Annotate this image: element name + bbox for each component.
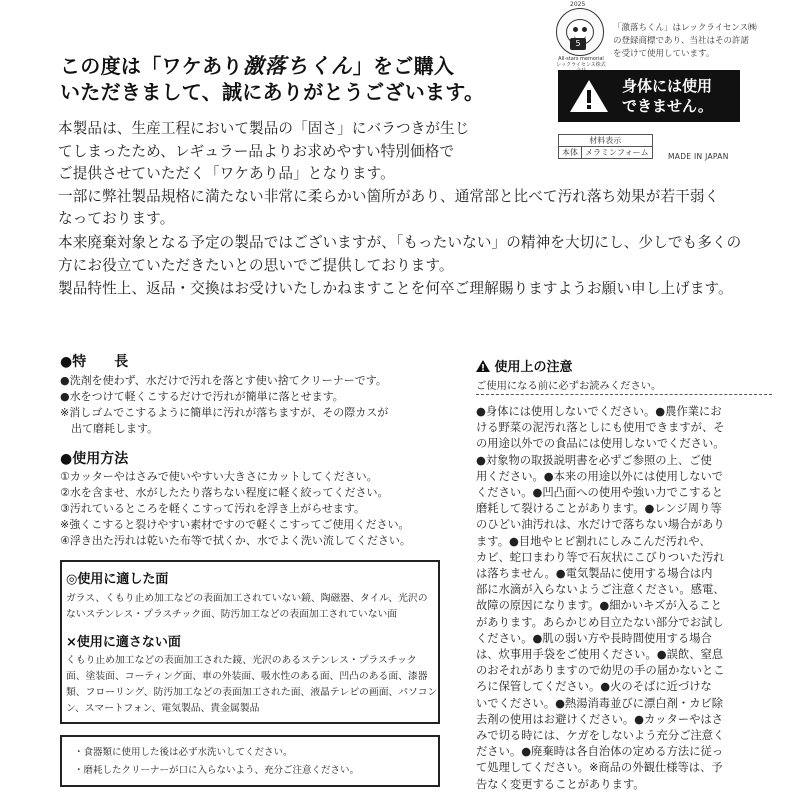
usage-line: ④浮き出た汚れは乾いた布等で拭くか、水でよく洗い流してください。 [60, 534, 411, 547]
caution-line: ける野菜の泥汚れ落としにも使用できますが、そ [476, 421, 725, 435]
caution-subtitle: ご使用になる前に必ずお読みください。 [476, 380, 662, 392]
material-header: 材料表示 [559, 135, 653, 147]
brand-name: 激落ちくん [242, 54, 353, 78]
trademark-notice [613, 22, 773, 61]
intro-line: 本来廃棄対象となる予定の製品ではございますが、「もったいない」の精神を大切にし、少しでも多くの [58, 234, 742, 251]
intro-line: ご提供させていただく「ワケあり品」となります。 [58, 165, 395, 182]
suitable-line: ガラス、くもり止め加工などの表面加工されていない鏡、陶磁器、タイル、光沢の [66, 593, 428, 604]
caution-title [476, 356, 573, 375]
caution-line: は落ちません。●電気製品に使用する場合は内 [476, 567, 713, 580]
intro-line: なっております。 [58, 210, 175, 227]
caution-line: のおそれがありますので幼児の手の届かないとこ [476, 664, 725, 678]
unsuitable-line: ン、スマートフォン、電気製品、貴金属製品 [66, 703, 260, 714]
note-line: ・磨耗したクリーナーが口に入らないよう、充分ご注意ください。 [74, 765, 360, 776]
caution-title-text: 使用上の注意 [494, 360, 573, 375]
warning-line: 身体には使用 [622, 77, 713, 95]
usage-line: ①カッターやはさみで使いやすい大きさにカットしてください。 [60, 470, 378, 483]
header-line-2: いただきまして、誠にありがとうございます。 [60, 80, 485, 104]
suitable-line: ないステンレス・プラスチック面、防汚加工などの表面加工されていない面 [66, 609, 398, 620]
mascot-number: 5 [570, 38, 586, 50]
caution-line: カビ、蛇口まわり等で石灰状にこびりついた汚れ [476, 550, 725, 564]
caution-line: ろに保管してください。●火のそばに近づけな [476, 680, 712, 694]
unsuitable-line: くもり止め加工などの表面加工された鏡、光沢のあるステンレス・プラスチック [66, 655, 417, 666]
made-in-label: MADE IN JAPAN [668, 152, 729, 161]
warning-text [622, 76, 713, 116]
caution-line: 部に水滴が入らないようご注意ください。感電、 [476, 583, 725, 597]
warning-icon [476, 360, 490, 372]
header-pre: この度は「ワケあり [60, 54, 243, 78]
note-line: ・食器類に使用した後は必ず水洗いしてください。 [74, 747, 293, 758]
warning-triangle-icon [568, 78, 610, 114]
caution-line: いでください。●熱湯消毒並びに漂白剤・カビ除 [476, 696, 724, 710]
usage-line: ③汚れているところを軽くこすって汚れを浮き上がらせます。 [60, 502, 365, 515]
trademark-line: を受けて使用しています。 [613, 49, 715, 59]
intro-line: 製品特性上、返品・交換はお受けいたしかねますことを何卒ご理解賜りますようお願い申し上げます。 [58, 280, 733, 297]
caution-line: ください。●凹凸面への使用や強い力でこすると [476, 486, 724, 499]
features-line: ●洗剤を使わず、水だけで汚れを落とす使い捨てクリーナーです。 [60, 374, 387, 387]
features-title: ●特 長 [60, 354, 129, 370]
unsuitable-title: ×使用に適さない面 [66, 635, 181, 650]
header-post: 」をご購入 [352, 54, 455, 78]
caution-line: 故障の原因になります。●細かいキズが入ること [476, 599, 722, 613]
intro-line: 一部に弊社製品規格に満たない非常に柔らかい箇所があり、通常部と比べて汚れ落ち効果が若干弱く [58, 188, 720, 205]
intro-line: 本製品は、生産工程において製品の「固さ」にバラつきが生じ [58, 120, 470, 137]
caution-line: ください。●肌の弱い方や長時間使用する場合 [476, 631, 712, 645]
mascot-caption-1: All-stars memorial [558, 56, 604, 62]
usage-title: ●使用方法 [60, 451, 129, 467]
usage-line: ※強くこすると裂けやすい素材ですので軽くこすってご使用ください。 [60, 518, 410, 531]
mascot-caption-2: レックライセンス株式 [556, 62, 606, 68]
caution-line: のひどい油汚れは、水だけで落ちない場合があり [476, 518, 725, 532]
caution-line: ます。●目地やヒビ割れにしみこんだ汚れや、 [476, 534, 711, 548]
material-label: 本体 [559, 147, 582, 159]
caution-line: ●身体には使用しないでください。●農作業にお [476, 405, 722, 418]
caution-line: 去剤の使用はお避けください。●カッターやはさ [476, 712, 723, 726]
caution-divider [476, 394, 772, 395]
suitable-title: ◎使用に適した面 [66, 572, 169, 587]
intro-line: てしまったため、レギュラー品よりお求めやすい特別価格で [58, 143, 455, 160]
caution-line: は、炊事用手袋をご使用ください。●誤飲、窒息 [476, 648, 724, 661]
usage-line: ②水を含ませ、水がしたたり落ちない程度に軽く絞ってください。 [60, 486, 389, 499]
material-value: メラミンフォーム [582, 147, 653, 159]
caution-line: て処理してください。※商品の外観仕様等は、予 [476, 761, 723, 775]
features-line: 出て磨耗します。 [60, 422, 159, 435]
intro-line: 方にお役立ていただきたいとの思いでご提供しております。 [58, 257, 454, 274]
trademark-line: 「激落ちくん」はレックライセンス㈱ [613, 23, 757, 33]
warning-line: できません。 [622, 97, 713, 115]
mascot-year: 2025 [570, 1, 586, 8]
caution-line: があります。あらかじめ目立たない部分でお試し [476, 615, 724, 629]
features-line: ●水をつけて軽くこするだけで汚れが簡単に落とせます。 [60, 390, 344, 403]
caution-line: の用途以外での食品には使用しないでください。 [476, 437, 725, 451]
trademark-line: の登録商標であり、当社はその許諾 [613, 36, 750, 46]
features-line: ※消しゴムでこするように簡単に汚れが落ちますが、その際カスが [60, 406, 389, 419]
warning-box [558, 70, 740, 122]
caution-line: ●対象物の取扱説明書を必ずご参照の上、ご使 [476, 453, 712, 467]
caution-line: ださい。●廃棄時は各自治体の定める方法に従っ [476, 745, 724, 759]
caution-line: 用ください。●本来の用途以外には使用しないで [476, 469, 724, 483]
material-table [558, 134, 653, 159]
unsuitable-line: 類、フローリング、防汚加工などの表面加工された面、液晶テレビの画面、パソコン [66, 687, 438, 698]
caution-line: 告なく変更することがあります。 [476, 777, 645, 791]
unsuitable-line: 面、塗装面、コーティング面、車の外装面、吸水性のある面、凹凸のある面、漆器 [66, 671, 428, 682]
caution-line: みで切る時には、ケガをしないよう充分ご注意く [476, 729, 725, 742]
caution-line: 磨耗して裂けることがあります。●レンジ周り等 [476, 502, 722, 516]
notes-box [60, 735, 440, 787]
